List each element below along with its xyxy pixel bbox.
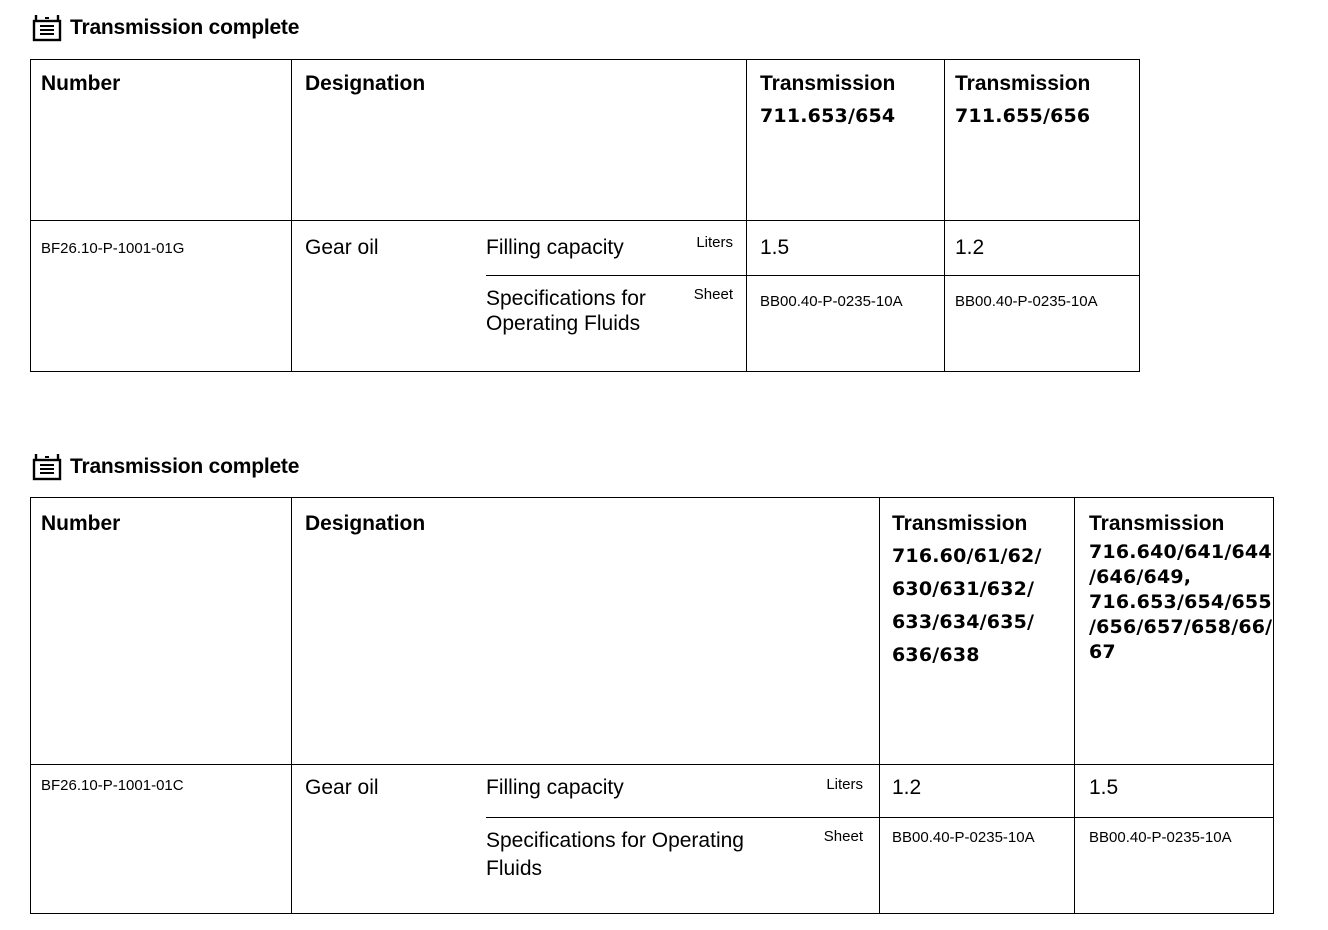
- header-transmission-col1: [760, 68, 940, 133]
- spec-label: Specifications for Operating Fluids: [486, 287, 646, 335]
- col2-title: Transmission: [955, 72, 1091, 95]
- col2-code: 711.655/656: [955, 105, 1091, 127]
- spec-col1: BB00.40-P-0235-10A: [892, 829, 1035, 846]
- col2-title: Transmission: [1089, 512, 1225, 535]
- filling-col1: 1.5: [760, 236, 790, 259]
- header-designation: Designation: [305, 72, 426, 95]
- spec-col1: BB00.40-P-0235-10A: [760, 293, 903, 310]
- header-number: Number: [41, 72, 121, 95]
- fluids-table-2: [30, 497, 1274, 914]
- oil-container-icon: [32, 453, 62, 481]
- col1-code: 711.653/654: [760, 105, 896, 127]
- spec-col2: BB00.40-P-0235-10A: [955, 293, 1098, 310]
- spec-col2: BB00.40-P-0235-10A: [1089, 829, 1232, 846]
- section-title-1: [32, 12, 299, 44]
- header-transmission-col2: [955, 68, 1135, 133]
- section-title-2: [32, 451, 299, 483]
- header-transmission-col1: [892, 508, 1062, 672]
- col1-code: 716.60/61/62/ 630/631/632/ 633/634/635/ 636/638: [892, 545, 1042, 666]
- filling-col2: 1.2: [955, 236, 985, 259]
- header-number: Number: [41, 512, 121, 535]
- section-title-text: Transmission complete: [70, 16, 300, 39]
- row-designation: Gear oil: [305, 776, 379, 799]
- row-number: BF26.10-P-1001-01C: [41, 777, 184, 794]
- col1-title: Transmission: [760, 72, 896, 95]
- header-designation: Designation: [305, 512, 426, 535]
- filling-capacity-label: Filling capacity: [486, 236, 624, 259]
- oil-container-icon: [32, 14, 62, 42]
- filling-col1: 1.2: [892, 776, 922, 799]
- spec-label: Specifications for Operating Fluids: [486, 829, 744, 880]
- spec-unit: Sheet: [693, 286, 733, 303]
- fluids-table-1: [30, 59, 1140, 372]
- filling-unit: Liters: [826, 776, 863, 793]
- header-transmission-col2: [1089, 508, 1273, 665]
- row-designation: Gear oil: [305, 236, 379, 259]
- section-title-text: Transmission complete: [70, 455, 300, 478]
- filling-col2: 1.5: [1089, 776, 1119, 799]
- filling-capacity-label: Filling capacity: [486, 776, 624, 799]
- spec-unit: Sheet: [823, 828, 863, 845]
- col2-code: 716.640/641/644 /646/649, 716.653/654/655 /656/657/658/66/ 67: [1089, 541, 1273, 663]
- filling-unit: Liters: [696, 234, 733, 251]
- col1-title: Transmission: [892, 512, 1028, 535]
- row-number: BF26.10-P-1001-01G: [41, 240, 185, 257]
